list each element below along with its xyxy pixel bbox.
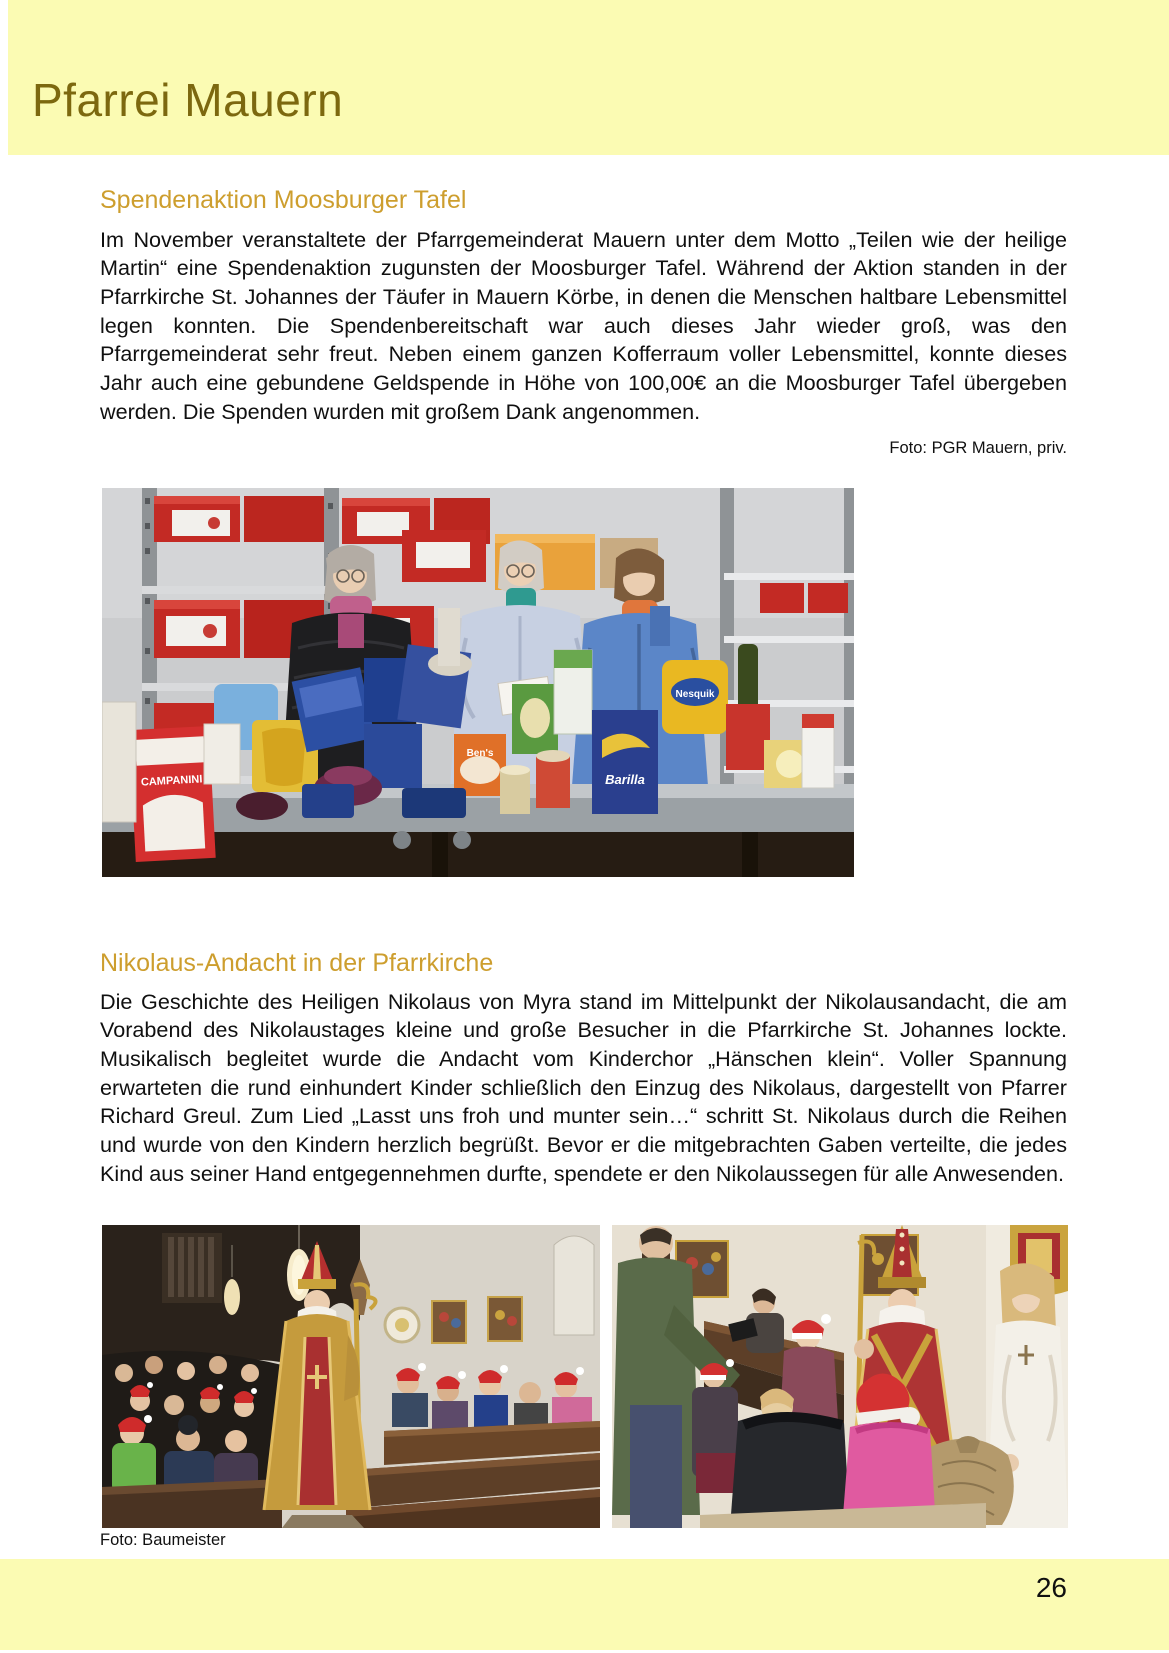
section-body-nikolaus: Die Geschichte des Heiligen Nikolaus von Myra stand im Mittelpunkt der Nikolausandacht, die am Vorabend des Nikolaustages kleine und große Besucher in die Pfarrkirche St. Johannes lockte. Musikalisch begleitet wurde die Andacht vom Kinderchor „Hänschen klein“. Voller Spannung erwarteten die rund einhundert Kinder schließlich den Einzug des Nikolaus, dargestellt von Pfarrer Richard Greul. Zum Lied „Lasst uns froh und munter sein…“ schritt St. Nikolaus durch die Reihen und wurde von den Kindern herzlich begrüßt. Bevor er die mitgebrachten Gaben verteilte, die jedes Kind aus seiner Hand entgegennehmen durfte, spendete er den Nikolaussegen für alle Anwesenden. xyxy=(100,988,1067,1186)
section-heading-nikolaus: Nikolaus-Andacht in der Pfarrkirche xyxy=(100,948,494,977)
section-body-spendenaktion: Im November veranstaltete der Pfarrgemeinderat Mauern unter dem Motto „Teilen wie der heilige Martin“ eine Spendenaktion zugunsten der Moosburger Tafel. Während der Aktion standen in der Pfarrkirche St. Johannes der Täufer in Mauern Körbe, in denen die Menschen haltbare Lebensmittel legen konnten. Die Spendenbereitschaft war auch dieses Jahr wieder groß, was den Pfarrgemeinderat sehr freut. Neben einem ganzen Kofferraum voller Lebensmittel, konnte dieses Jahr auch eine gebundene Geldspende in Höhe von 100,00€ an die Moosburger Tafel übergeben werden. Die Spenden wurden mit großem Dank angenommen. xyxy=(100,226,1067,424)
photo-nikolaus-church xyxy=(102,1225,600,1528)
campanini-label: CAMPANINI xyxy=(140,773,203,789)
nesquik-label: Nesquik xyxy=(675,689,715,700)
donation-table xyxy=(102,784,854,877)
congregation xyxy=(102,1351,282,1495)
nikolaus-church-illustration xyxy=(102,1225,600,1528)
pews xyxy=(346,1421,600,1528)
photo-nikolaus-gifts xyxy=(612,1225,1068,1528)
photo-credit-tafel: Foto: PGR Mauern, priv. xyxy=(889,439,1067,457)
food-donation-illustration xyxy=(102,488,854,877)
barilla-label: Barilla xyxy=(605,772,645,787)
page-title: Pfarrei Mauern xyxy=(32,73,344,126)
section-heading-spendenaktion: Spendenaktion Moosburger Tafel xyxy=(100,185,467,214)
photo-credit-baumeister: Foto: Baumeister xyxy=(100,1531,226,1549)
photo-food-donations xyxy=(102,488,854,877)
bens-label: Ben's xyxy=(466,748,494,759)
page-number: 26 xyxy=(1035,1572,1067,1603)
nikolaus-gifts-illustration xyxy=(612,1225,1068,1528)
